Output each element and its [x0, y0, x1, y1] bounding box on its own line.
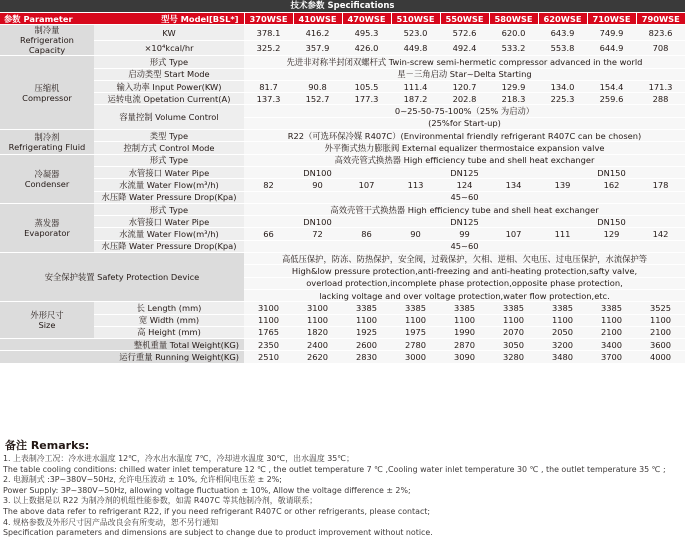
cell-value: 66 — [244, 228, 293, 240]
model-label: 型号 Model[BSL*] — [161, 13, 239, 24]
safety-protection-label: 安全保护装置 Safety Protection Device — [0, 253, 244, 302]
remark-line: The above data refer to refrigerant R22, if you need refrigerant R407C or other refrigerants, please contact; — [3, 506, 431, 516]
table-row — [0, 80, 685, 92]
group-evaporator: 蒸发器 Evaporator — [0, 203, 94, 252]
cell-value: 90.8 — [293, 80, 342, 92]
model-header: 410WSE — [293, 13, 342, 25]
cell-value: 3100 — [293, 302, 342, 314]
cell-value: 495.3 — [342, 25, 391, 41]
cell-value: 162 — [587, 179, 636, 191]
cell-value: 1820 — [293, 326, 342, 338]
table-row — [0, 130, 685, 142]
cell-value: 111 — [538, 228, 587, 240]
cell-value: 3090 — [440, 351, 489, 363]
cell-value: 107 — [489, 228, 538, 240]
remarks-section — [3, 437, 683, 539]
cell-value: 553.8 — [538, 40, 587, 56]
table-row — [0, 166, 685, 178]
cell-value: 3385 — [587, 302, 636, 314]
cell-value: 120.7 — [440, 80, 489, 92]
cell-value: 1990 — [440, 326, 489, 338]
remark-line: 1. 上表制冷工况：冷水进水温度 12℃，冷水出水温度 7℃，冷却进水温度 30℃，出水温度 35℃； — [3, 454, 355, 463]
cell-value: 3700 — [587, 351, 636, 363]
cell-value: 3385 — [342, 302, 391, 314]
cell-value: 416.2 — [293, 25, 342, 41]
row-label: 高 Height (mm) — [94, 326, 244, 338]
row-label: 长 Length (mm) — [94, 302, 244, 314]
cell-value: 0~25-50-75-100%（25% 为启动） — [244, 105, 685, 117]
cell-value: 357.9 — [293, 40, 342, 56]
cell-value: 99 — [440, 228, 489, 240]
cell-value: DN125 — [391, 216, 538, 228]
row-label: 水压降 Water Pressure Drop(Kpa) — [94, 191, 244, 203]
cell-value: 3400 — [587, 339, 636, 351]
model-header: 370WSE — [244, 13, 293, 25]
row-label: 水流量 Water Flow(m³/h) — [94, 228, 244, 240]
cell-value: 225.3 — [538, 93, 587, 105]
cell-value: 1765 — [244, 326, 293, 338]
cell-value: 218.3 — [489, 93, 538, 105]
cell-value: 1100 — [587, 314, 636, 326]
cell-value: 2510 — [244, 351, 293, 363]
model-header: 510WSE — [391, 13, 440, 25]
table-row — [0, 40, 685, 56]
cell-value: 129 — [587, 228, 636, 240]
cell-value: 644.9 — [587, 40, 636, 56]
table-row — [0, 25, 685, 41]
group-refrigeration-capacity: 制冷量 Refrigeration Capacity — [0, 25, 94, 56]
cell-value: 171.3 — [636, 80, 685, 92]
cell-value: 3050 — [489, 339, 538, 351]
specifications-banner: 技术参数 Specifications — [0, 0, 685, 12]
model-header: 710WSE — [587, 13, 636, 25]
cell-value: 86 — [342, 228, 391, 240]
cell-value: 3480 — [538, 351, 587, 363]
cell-value: 187.2 — [391, 93, 440, 105]
cell-value: 154.4 — [587, 80, 636, 92]
cell-value: 2870 — [440, 339, 489, 351]
table-row — [0, 154, 685, 166]
cell-value: 620.0 — [489, 25, 538, 41]
cell-value: 星－三角启动 Star~Delta Starting — [244, 68, 685, 80]
cell-value: 378.1 — [244, 25, 293, 41]
cell-value: 1100 — [293, 314, 342, 326]
cell-value: 202.8 — [440, 93, 489, 105]
table-row — [0, 351, 685, 363]
table-row — [0, 142, 685, 154]
cell-value: 3385 — [440, 302, 489, 314]
cell-value: 2620 — [293, 351, 342, 363]
cell-value: 1100 — [391, 314, 440, 326]
row-label: 运转电流 Opetation Current(A) — [94, 93, 244, 105]
table-row — [0, 228, 685, 240]
cell-value: 426.0 — [342, 40, 391, 56]
cell-value: 142 — [636, 228, 685, 240]
table-row — [0, 302, 685, 314]
remark-line: 2. 电源制式 :3P~380V~50Hz, 允许电压波动 ± 10%, 允许相间电压差 ± 2%; — [3, 475, 282, 485]
cell-value: 105.5 — [342, 80, 391, 92]
row-label: 整机重量 Total Weight(KG) — [0, 339, 244, 351]
row-label: 输入功率 Input Power(KW) — [94, 80, 244, 92]
cell-value: 先进非对称半封闭双螺杆式 Twin-screw semi-hermetic compressor advanced in the world — [244, 56, 685, 68]
remark-line: Specification parameters and dimensions are subject to change due to product improvement without notice. — [3, 528, 433, 538]
group-size: 外形尺寸 Size — [0, 302, 94, 339]
cell-value: 1100 — [636, 314, 685, 326]
cell-value: 259.6 — [587, 93, 636, 105]
cell-value: 533.2 — [489, 40, 538, 56]
cell-value: 137.3 — [244, 93, 293, 105]
header-row — [0, 13, 685, 25]
cell-value: 1975 — [391, 326, 440, 338]
cell-value: 134 — [489, 179, 538, 191]
model-header: 470WSE — [342, 13, 391, 25]
cell-value: 111.4 — [391, 80, 440, 92]
cell-value: 1925 — [342, 326, 391, 338]
cell-value: 1100 — [244, 314, 293, 326]
remark-line: 4. 规格参数及外形尺寸因产品改良会有所变动，恕不另行通知 — [3, 517, 219, 527]
table-row — [0, 56, 685, 68]
cell-value: 3385 — [391, 302, 440, 314]
cell-value: 2780 — [391, 339, 440, 351]
cell-value: 90 — [391, 228, 440, 240]
table-row — [0, 314, 685, 326]
cell-value: 高效壳管式换热器 High efficiency tube and shell heat exchanger — [244, 154, 685, 166]
cell-value: DN150 — [538, 166, 685, 178]
param-label: 参数 Parameter — [4, 13, 73, 24]
cell-value: 708 — [636, 40, 685, 56]
row-label: 形式 Type — [94, 154, 244, 166]
cell-value: 177.3 — [342, 93, 391, 105]
table-row — [0, 216, 685, 228]
cell-value: 643.9 — [538, 25, 587, 41]
table-row — [0, 339, 685, 351]
cell-value: 3525 — [636, 302, 685, 314]
row-label: 水流量 Water Flow(m³/h) — [94, 179, 244, 191]
cell-value: 1100 — [342, 314, 391, 326]
table-row — [0, 68, 685, 80]
cell-value: 107 — [342, 179, 391, 191]
remarks-title: 备注 Remarks: — [5, 439, 90, 452]
row-label: 运行重量 Running Weight(KG) — [0, 351, 244, 363]
cell-value: 2100 — [636, 326, 685, 338]
safety-text-line: overload protection,incomplete phase protection,opposite phase protection, — [244, 277, 685, 289]
row-label: 控制方式 Control Mode — [94, 142, 244, 154]
cell-value: 45~60 — [244, 191, 685, 203]
model-header: 620WSE — [538, 13, 587, 25]
cell-value: 3385 — [489, 302, 538, 314]
cell-value: DN125 — [391, 166, 538, 178]
row-label: 宽 Width (mm) — [94, 314, 244, 326]
row-label: 启动类型 Start Mode — [94, 68, 244, 80]
cell-value: 1100 — [538, 314, 587, 326]
safety-text-line: lacking voltage and over voltage protection,water flow protection,etc. — [244, 289, 685, 301]
cell-value: (25%for Start-up) — [244, 117, 685, 129]
cell-value: 外平衡式热力膨胀阀 External equalizer thermostaice expansion valve — [244, 142, 685, 154]
header-parameter-model — [0, 13, 244, 25]
table-row — [0, 203, 685, 215]
cell-value: 2600 — [342, 339, 391, 351]
row-label: KW — [94, 25, 244, 41]
cell-value: 3100 — [244, 302, 293, 314]
group-compressor: 压缩机 Compressor — [0, 56, 94, 130]
cell-value: 449.8 — [391, 40, 440, 56]
cell-value: 152.7 — [293, 93, 342, 105]
cell-value: 1100 — [440, 314, 489, 326]
model-header: 580WSE — [489, 13, 538, 25]
cell-value: DN100 — [244, 166, 391, 178]
cell-value: 2050 — [538, 326, 587, 338]
row-label: 水压降 Water Pressure Drop(Kpa) — [94, 240, 244, 252]
cell-value: 134.0 — [538, 80, 587, 92]
safety-text-line: High&low pressure protection,anti-freezing and anti-heating protection,safty valve, — [244, 265, 685, 277]
cell-value: 4000 — [636, 351, 685, 363]
cell-value: 3000 — [391, 351, 440, 363]
cell-value: 178 — [636, 179, 685, 191]
cell-value: 3600 — [636, 339, 685, 351]
table-row — [0, 191, 685, 203]
cell-value: 45~60 — [244, 240, 685, 252]
row-label: 类型 Type — [94, 130, 244, 142]
cell-value: 82 — [244, 179, 293, 191]
cell-value: 129.9 — [489, 80, 538, 92]
remark-line: Power Supply: 3P~380V~50Hz, allowing voltage fluctuation ± 10%, Allow the voltage difference ± 2%; — [3, 485, 411, 495]
safety-text-line: 高低压保护，防冻、防热保护，安全阀，过载保护，欠相、逆相、欠电压、过电压保护，水流保护等 — [244, 253, 685, 265]
table-row — [0, 105, 685, 117]
cell-value: 2830 — [342, 351, 391, 363]
cell-value: 2070 — [489, 326, 538, 338]
row-label: ×10⁴kcal/hr — [94, 40, 244, 56]
cell-value: 72 — [293, 228, 342, 240]
cell-value: 139 — [538, 179, 587, 191]
table-row — [0, 240, 685, 252]
cell-value: 288 — [636, 93, 685, 105]
cell-value: 325.2 — [244, 40, 293, 56]
table-row — [0, 326, 685, 338]
cell-value: 1100 — [489, 314, 538, 326]
model-header: 550WSE — [440, 13, 489, 25]
cell-value: 3385 — [538, 302, 587, 314]
cell-value: DN100 — [244, 216, 391, 228]
cell-value: 90 — [293, 179, 342, 191]
table-row — [0, 179, 685, 191]
cell-value: 572.6 — [440, 25, 489, 41]
cell-value: 749.9 — [587, 25, 636, 41]
cell-value: 81.7 — [244, 80, 293, 92]
remark-line: 3. 以上数据是以 R22 为制冷剂的机组性能参数，如需 R407C 等其他制冷剂，敬请联系； — [3, 496, 318, 506]
group-condenser: 冷凝器 Condenser — [0, 154, 94, 203]
specifications-table — [0, 13, 685, 364]
cell-value: R22（可选环保冷媒 R407C）(Environmental friendly refrigerant R407C can be chosen) — [244, 130, 685, 142]
model-header: 790WSE — [636, 13, 685, 25]
cell-value: 2350 — [244, 339, 293, 351]
cell-value: DN150 — [538, 216, 685, 228]
table-row — [0, 253, 685, 265]
cell-value: 2100 — [587, 326, 636, 338]
cell-value: 523.0 — [391, 25, 440, 41]
row-label: 水管接口 Water Pipe — [94, 166, 244, 178]
cell-value: 492.4 — [440, 40, 489, 56]
cell-value: 113 — [391, 179, 440, 191]
remark-line: The table cooling conditions: chilled water inlet temperature 12 ℃ , the outlet temperature 7 ℃ ,Cooling water inlet temperature 30 ℃ , the outlet temperature 35 ℃ ; — [3, 464, 666, 474]
row-label: 形式 Type — [94, 203, 244, 215]
cell-value: 124 — [440, 179, 489, 191]
group-refrigerating-fluid: 制冷剂 Refrigerating Fluid — [0, 130, 94, 155]
cell-value: 3280 — [489, 351, 538, 363]
cell-value: 2400 — [293, 339, 342, 351]
cell-value: 823.6 — [636, 25, 685, 41]
row-label: 水管接口 Water Pipe — [94, 216, 244, 228]
cell-value: 高效壳管干式换热器 High efficiency tube and shell heat exchanger — [244, 203, 685, 215]
row-label: 容量控制 Volume Control — [94, 105, 244, 130]
row-label: 形式 Type — [94, 56, 244, 68]
table-row — [0, 93, 685, 105]
cell-value: 3200 — [538, 339, 587, 351]
